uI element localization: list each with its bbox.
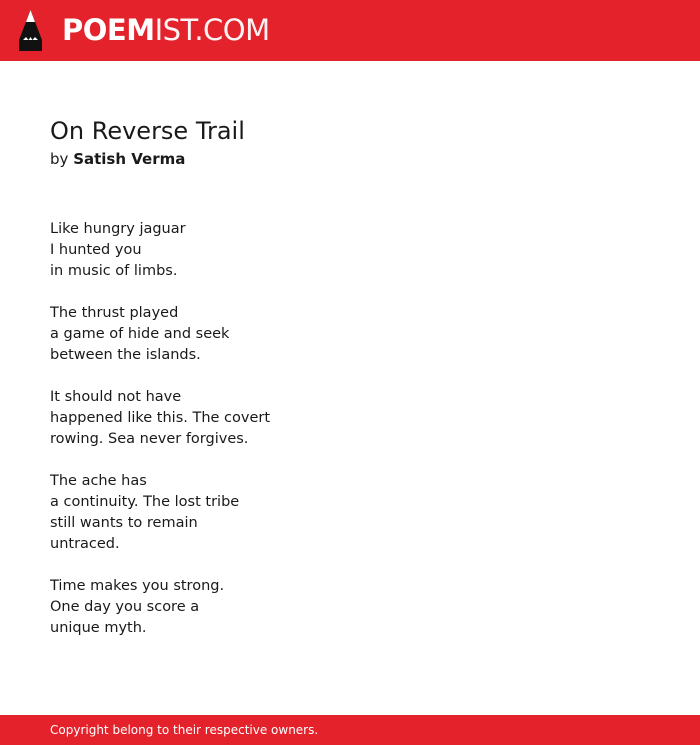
poem-line: unique myth.: [50, 620, 147, 636]
poem-stanza: [50, 471, 650, 555]
author-name: Satish Verma: [73, 150, 186, 168]
poem-line: between the islands.: [50, 347, 201, 363]
poem-line: Like hungry jaguar: [50, 221, 186, 237]
poem-line: a continuity. The lost tribe: [50, 494, 240, 510]
poem-line: a game of hide and seek: [50, 326, 230, 342]
poem-byline: [50, 148, 185, 170]
poem-title: On Reverse Trail: [50, 117, 245, 145]
site-header: [0, 0, 700, 61]
poem-line: untraced.: [50, 536, 120, 552]
poem-line: rowing. Sea never forgives.: [50, 431, 249, 447]
poem-line: The thrust played: [50, 305, 179, 321]
poem-line: Time makes you strong.: [50, 578, 225, 594]
logo-text-bold: POEM: [62, 13, 155, 47]
site-logo[interactable]: [62, 12, 270, 48]
by-label: by: [50, 150, 69, 168]
poem-stanza: [50, 219, 650, 282]
poem-stanza: [50, 576, 650, 639]
poem-stanza: [50, 303, 650, 366]
poem-line: It should not have: [50, 389, 182, 405]
poem-line: happened like this. The covert: [50, 410, 271, 426]
poem-body: [50, 219, 650, 660]
pencil-tip-icon[interactable]: [18, 10, 43, 51]
poem-stanza: [50, 387, 650, 450]
logo-text-light: IST.COM: [154, 13, 270, 47]
poem-line: in music of limbs.: [50, 263, 178, 279]
poem-line: still wants to remain: [50, 515, 198, 531]
poem-line: The ache has: [50, 473, 147, 489]
site-footer: [0, 715, 700, 745]
poem-line: One day you score a: [50, 599, 200, 615]
copyright-text: Copyright belong to their respective owners.: [50, 723, 319, 737]
poem-line: I hunted you: [50, 242, 142, 258]
